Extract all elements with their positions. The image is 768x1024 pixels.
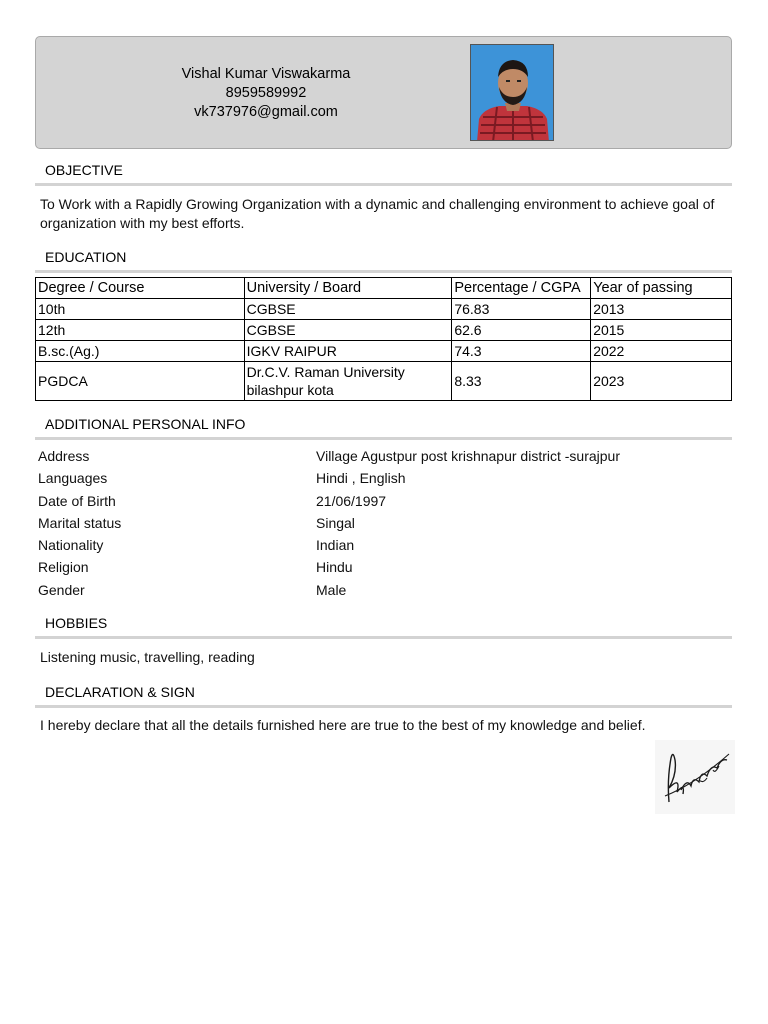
- degree-cell: B.sc.(Ag.): [36, 341, 245, 362]
- list-item: [38, 468, 732, 490]
- percentage-cell: 74.3: [452, 341, 591, 362]
- contact-block: [126, 65, 406, 122]
- section-divider: [35, 705, 732, 708]
- info-label: Religion: [38, 559, 89, 576]
- list-item: [38, 513, 732, 535]
- section-divider: [35, 437, 732, 440]
- objective-text: To Work with a Rapidly Growing Organization with a dynamic and challenging environment to achieve goal of organization with my best efforts.: [40, 196, 715, 231]
- percentage-cell: 76.83: [452, 299, 591, 320]
- list-item: [38, 446, 732, 468]
- year-cell: 2022: [591, 341, 732, 362]
- percentage-cell: 8.33: [452, 362, 591, 401]
- section-divider: [35, 270, 732, 273]
- info-label: Languages: [38, 470, 108, 487]
- resume-header: [35, 36, 732, 149]
- info-value: Singal: [316, 514, 355, 531]
- info-value: Hindu: [316, 559, 353, 576]
- list-item: [38, 535, 732, 557]
- personal-info-list: [38, 446, 732, 602]
- hobbies-heading: HOBBIES: [45, 615, 108, 631]
- column-header-university: University / Board: [244, 278, 452, 299]
- info-value: Village Agustpur post krishnapur district -surajpur: [316, 448, 621, 464]
- percentage-cell: 62.6: [452, 320, 591, 341]
- info-value: 21/06/1997: [316, 492, 387, 509]
- university-cell: CGBSE: [244, 299, 452, 320]
- table-header-row: [36, 278, 732, 299]
- table-row: [36, 299, 732, 320]
- info-label: Marital status: [38, 514, 122, 531]
- signature-image: [655, 740, 735, 814]
- info-value: Indian: [316, 537, 355, 554]
- degree-cell: 12th: [36, 320, 245, 341]
- info-label: Gender: [38, 581, 85, 598]
- table-row: [36, 341, 732, 362]
- declaration-heading: DECLARATION & SIGN: [45, 684, 195, 700]
- table-row: [36, 320, 732, 341]
- degree-cell: 10th: [36, 299, 245, 320]
- email-address: vk737976@gmail.com: [194, 104, 338, 120]
- candidate-name: Vishal Kumar Viswakarma: [181, 66, 351, 82]
- university-cell: Dr.C.V. Raman University bilashpur kota: [244, 362, 452, 401]
- hobbies-text: Listening music, travelling, reading: [40, 649, 255, 665]
- list-item: [38, 580, 732, 602]
- education-table: [35, 277, 732, 401]
- section-divider: [35, 636, 732, 639]
- university-cell: CGBSE: [244, 320, 452, 341]
- university-cell: IGKV RAIPUR: [244, 341, 452, 362]
- personal-info-heading: ADDITIONAL PERSONAL INFO: [45, 416, 246, 432]
- list-item: [38, 557, 732, 579]
- year-cell: 2015: [591, 320, 732, 341]
- phone-number: 8959589992: [225, 85, 307, 101]
- column-header-year: Year of passing: [591, 278, 732, 299]
- info-value: Male: [316, 581, 347, 598]
- year-cell: 2023: [591, 362, 732, 401]
- column-header-degree: Degree / Course: [36, 278, 245, 299]
- info-label: Date of Birth: [38, 492, 116, 509]
- info-label: Nationality: [38, 537, 104, 554]
- year-cell: 2013: [591, 299, 732, 320]
- list-item: [38, 491, 732, 513]
- column-header-percentage: Percentage / CGPA: [452, 278, 591, 299]
- objective-heading: OBJECTIVE: [45, 162, 123, 178]
- education-heading: EDUCATION: [45, 249, 127, 265]
- profile-photo: [470, 44, 554, 141]
- info-label: Address: [38, 448, 90, 464]
- section-divider: [35, 183, 732, 186]
- degree-cell: PGDCA: [36, 362, 245, 401]
- info-value: Hindi , English: [316, 470, 406, 487]
- table-row: [36, 362, 732, 401]
- declaration-text: I hereby declare that all the details furnished here are true to the best of my knowledge and belief.: [40, 717, 646, 733]
